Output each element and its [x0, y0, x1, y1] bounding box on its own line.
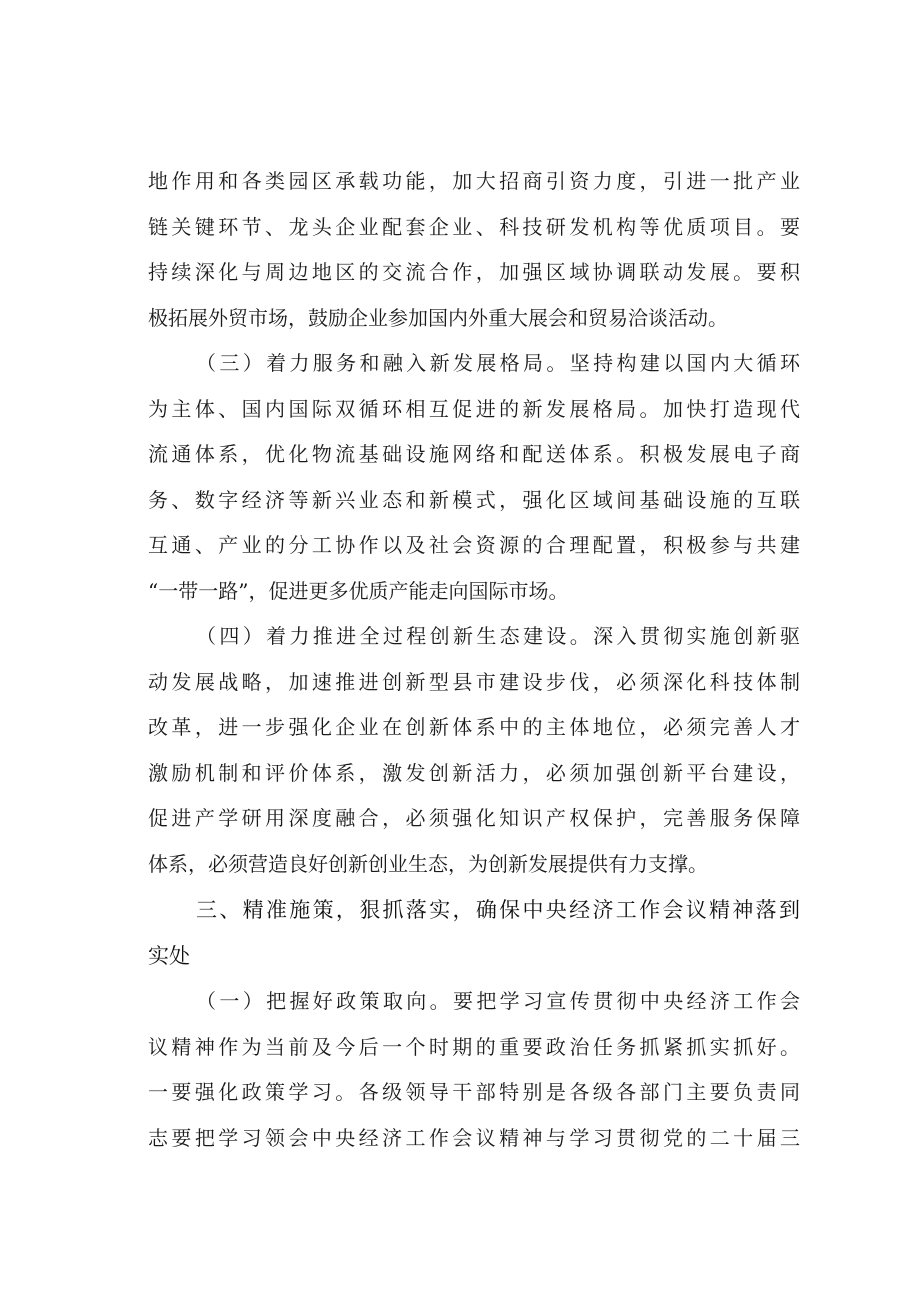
paragraph-trade-investment — [148, 159, 800, 341]
paragraph-line: 志要把学习领会中央经济工作会议精神与学习贯彻党的二十届三 — [148, 1125, 800, 1150]
paragraph-line: （三）着力服务和融入新发展格局。坚持构建以国内大循环 — [196, 351, 800, 375]
paragraph-line: 链关键环节、龙头企业配套企业、科技研发机构等优质项目。要 — [148, 214, 800, 239]
paragraph-line: 互通、产业的分工协作以及社会资源的合理配置，积极参与共建 — [148, 533, 800, 557]
paragraph-line: 为主体、国内国际双循环相互促进的新发展格局。加快打造现代 — [148, 396, 800, 421]
paragraph-line: 议精神作为当前及今后一个时期的重要政治任务抓紧抓实抓好。 — [148, 1034, 800, 1059]
paragraph-line: （一）把握好政策取向。要把学习宣传贯彻中央经济工作会 — [196, 989, 800, 1013]
paragraph-line: 改革，进一步强化企业在创新体系中的主体地位，必须完善人才 — [148, 715, 800, 739]
paragraph-line: 动发展战略，加速推进创新型县市建设步伐，必须深化科技体制 — [148, 669, 800, 694]
paragraph-line: 一要强化政策学习。各级领导干部特别是各级各部门主要负责同 — [148, 1080, 800, 1104]
paragraph-new-development-pattern — [148, 341, 800, 614]
section-heading-line: 三、精准施策，狠抓落实，确保中央经济工作会议精神落到 — [196, 898, 800, 922]
paragraph-policy-orientation — [148, 979, 800, 1161]
paragraph-line: 体系，必须营造良好创新创业生态，为创新发展提供有力支撑。 — [148, 851, 708, 876]
section-heading-three — [148, 887, 800, 979]
paragraph-line: 促进产学研用深度融合，必须强化知识产权保护，完善服务保障 — [148, 806, 800, 830]
paragraph-line: 流通体系，优化物流基础设施网络和配送体系。积极发展电子商 — [148, 442, 800, 466]
paragraph-line: （四）着力推进全过程创新生态建设。深入贯彻实施创新驱 — [196, 624, 800, 648]
section-heading-line: 实处 — [148, 944, 190, 968]
paragraph-line: 持续深化与周边地区的交流合作，加强区域协调联动发展。要积 — [148, 260, 800, 284]
paragraph-line: 地作用和各类园区承载功能，加大招商引资力度，引进一批产业 — [148, 169, 800, 193]
paragraph-line: 极拓展外贸市场，鼓励企业参加国内外重大展会和贸易洽谈活动。 — [148, 305, 728, 330]
paragraph-line: 务、数字经济等新兴业态和新模式，强化区域间基础设施的互联 — [148, 487, 800, 512]
document-body — [148, 159, 800, 1161]
paragraph-line: 激励机制和评价体系，激发创新活力，必须加强创新平台建设， — [148, 760, 800, 785]
paragraph-innovation-ecosystem — [148, 614, 800, 887]
paragraph-line: “一带一路”，促进更多优质产能走向国际市场。 — [148, 578, 569, 603]
